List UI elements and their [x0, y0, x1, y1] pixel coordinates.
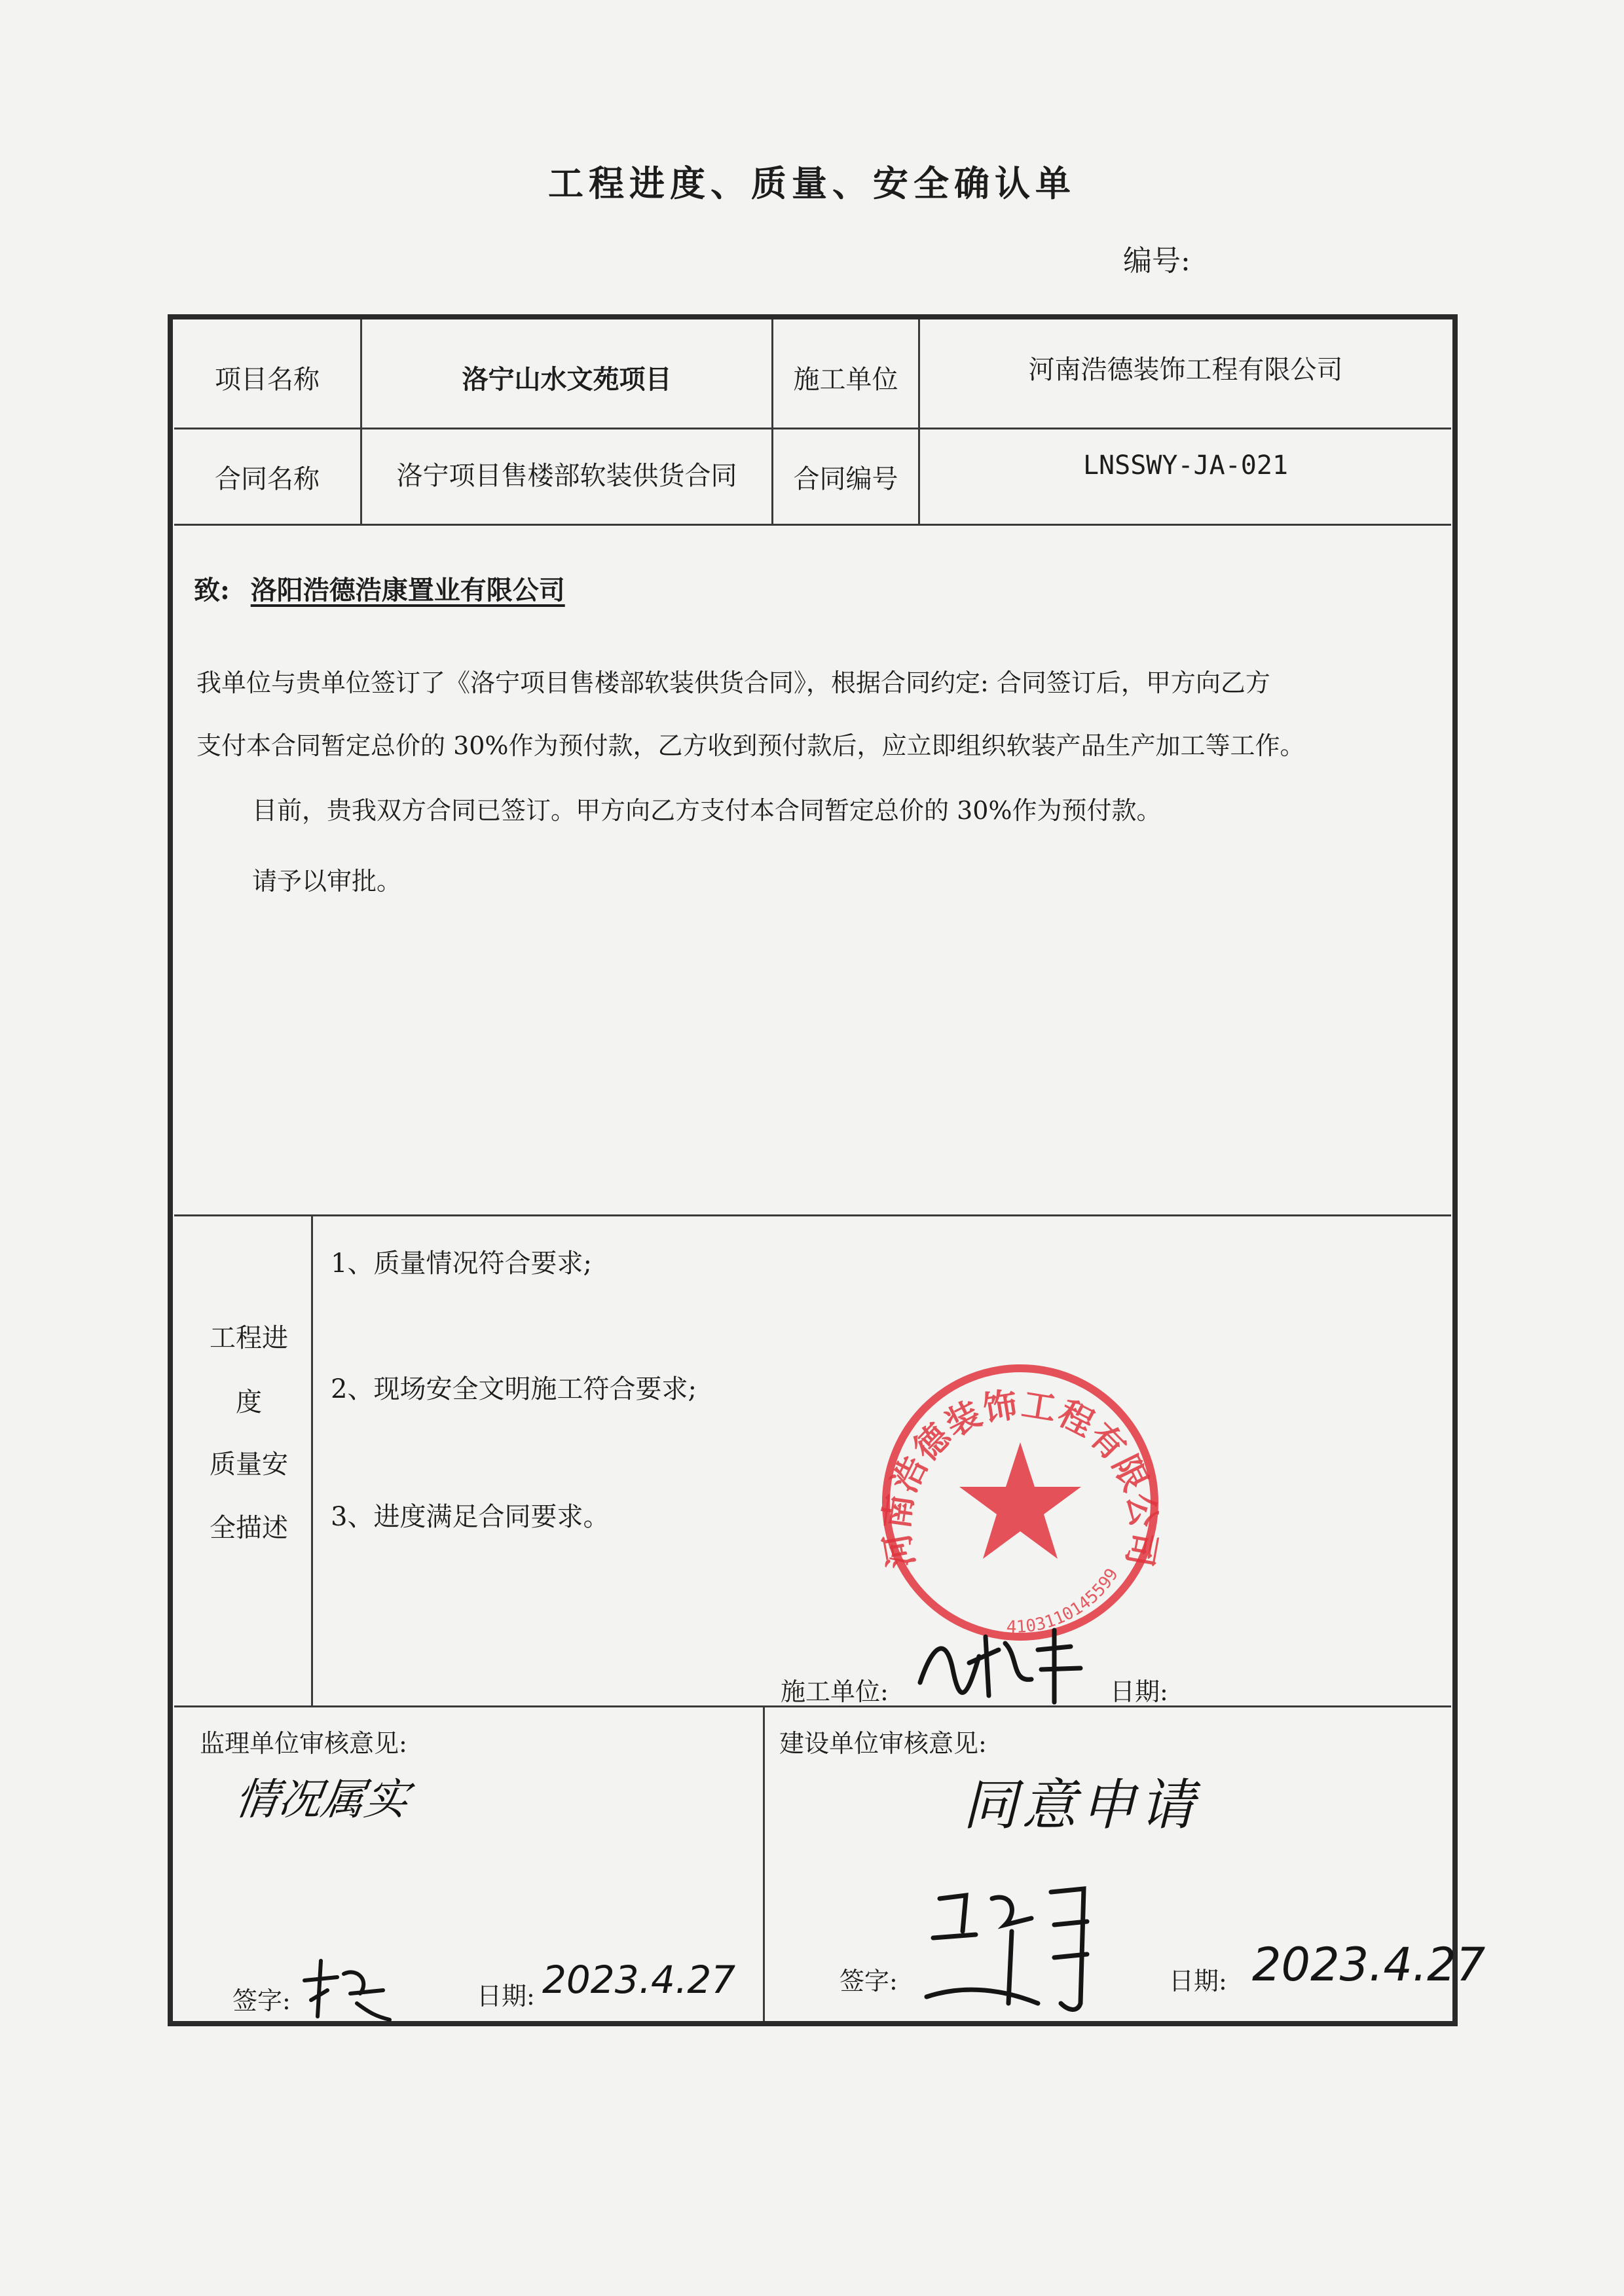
supervisor-signature — [298, 1954, 396, 2026]
contractor-value: 河南浩德装饰工程有限公司 — [1028, 355, 1343, 385]
description-item-2: 2、现场安全文明施工符合要求; — [331, 1374, 697, 1404]
description-label-line1: 工程进 — [210, 1323, 288, 1353]
seal-star-icon — [959, 1442, 1081, 1559]
supervisor-opinion-label: 监理单位审核意见: — [200, 1729, 407, 1758]
col-divider — [763, 1705, 765, 2021]
company-seal — [876, 1358, 1164, 1647]
project-name-label: 项目名称 — [215, 365, 320, 395]
addressee — [194, 570, 565, 607]
supervisor-date-label: 日期: — [477, 1982, 535, 2011]
letter-para1-line2: 支付本合同暂定总价的 30%作为预付款，乙方收到预付款后，应立即组织软装产品生产加工等工作。 — [196, 731, 1305, 760]
col-divider — [311, 1214, 313, 1705]
owner-date-label: 日期: — [1169, 1967, 1227, 1995]
supervisor-sign-label: 签字: — [232, 1986, 291, 2015]
contract-name-value: 洛宁项目售楼部软装供货合同 — [396, 460, 737, 491]
owner-opinion: 同意申请 — [963, 1773, 1199, 1837]
contractor-sign-label: 施工单位: — [781, 1677, 889, 1706]
letter-para3: 请予以审批。 — [252, 867, 402, 896]
description-label-line2: 度 — [236, 1387, 262, 1417]
letter-para1-line1: 我单位与贵单位签订了《洛宁项目售楼部软装供货合同》，根据合同约定: 合同签订后，甲方向乙方 — [196, 668, 1270, 697]
project-name-value: 洛宁山水文苑项目 — [462, 364, 672, 395]
description-label-line3: 质量安 — [210, 1449, 288, 1480]
contractor-signature — [907, 1617, 1103, 1715]
owner-sign-label: 签字: — [840, 1967, 898, 1995]
owner-opinion-label: 建设单位审核意见: — [779, 1729, 987, 1758]
contract-no-label: 合同编号 — [793, 464, 898, 494]
addressee-name: 洛阳浩德浩康置业有限公司 — [250, 575, 565, 606]
seal-company-text: 河南浩德装饰工程有限公司 — [876, 1384, 1164, 1571]
supervisor-date: 2023.4.27 — [542, 1958, 736, 2002]
contract-no-value: LNSSWY-JA-021 — [1082, 450, 1289, 481]
owner-signature — [913, 1872, 1123, 2023]
contract-name-label: 合同名称 — [215, 464, 320, 494]
addressee-label: 致: — [194, 575, 230, 606]
page-title: 工程进度、质量、安全确认单 — [548, 162, 1076, 204]
row-divider — [174, 524, 1451, 526]
doc-number-label: 编号: — [1123, 244, 1190, 278]
supervisor-opinion: 情况属实 — [231, 1774, 412, 1825]
owner-date: 2023.4.27 — [1252, 1938, 1486, 1992]
description-item-3: 3、进度满足合同要求。 — [331, 1502, 610, 1532]
seal-code-text: 4103110145599 — [1006, 1565, 1122, 1637]
description-label-line4: 全描述 — [210, 1513, 288, 1543]
description-item-1: 1、质量情况符合要求; — [331, 1248, 592, 1279]
row-divider — [174, 1214, 1451, 1216]
contractor-label: 施工单位 — [793, 365, 898, 395]
contractor-date-label: 日期: — [1110, 1677, 1168, 1706]
letter-para2: 目前，贵我双方合同已签订。甲方向乙方支付本合同暂定总价的 30%作为预付款。 — [252, 796, 1162, 825]
